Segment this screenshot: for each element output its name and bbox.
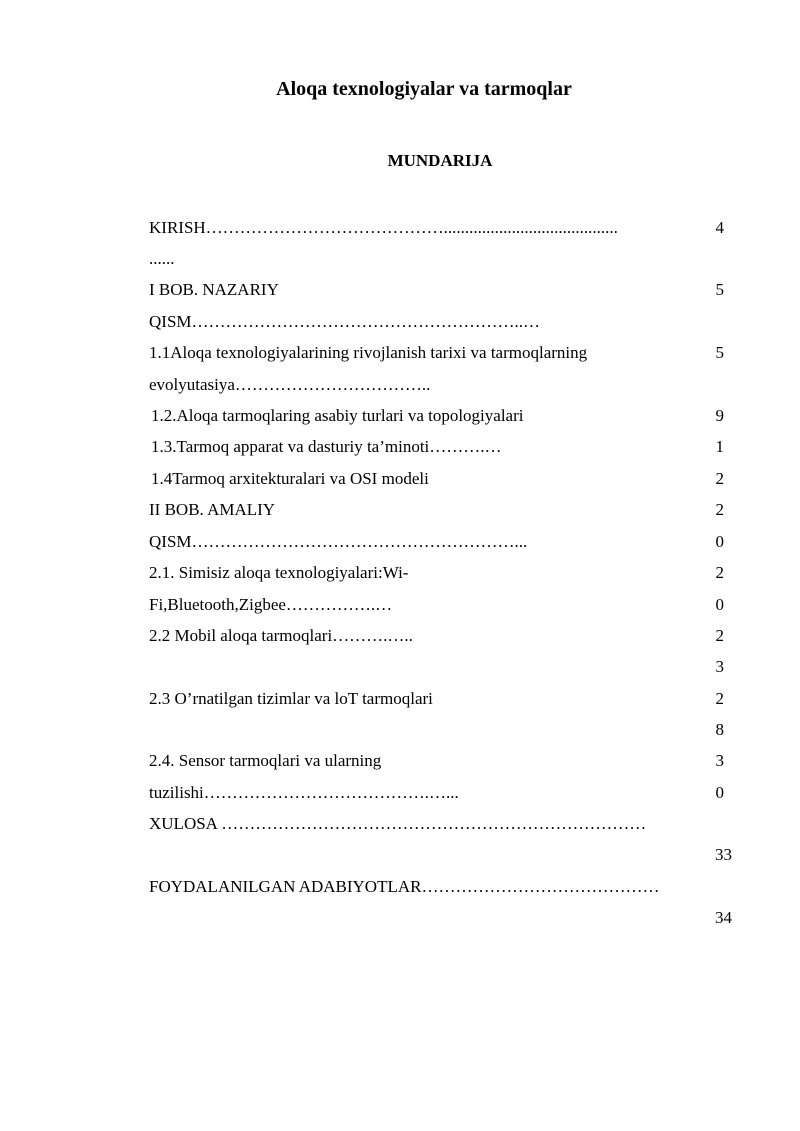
toc-entry-adabiyotlar-line1: FOYDALANILGAN ADABIYOTLAR…………………………………… bbox=[149, 877, 660, 896]
toc-entry-bob1-line1: I BOB. NAZARIY bbox=[149, 280, 279, 299]
toc-entry-1-4-page: 2 bbox=[715, 469, 724, 488]
toc-entry-2-1-line2: Fi,Bluetooth,Zigbee…………….… bbox=[149, 595, 393, 614]
toc-entry-2-4-page-line2: 0 bbox=[715, 783, 724, 802]
toc-entry-kirish-line2: ...... bbox=[149, 249, 175, 268]
toc-entry-bob2-page-line1: 2 bbox=[715, 500, 724, 519]
toc-entry-1-1-page: 5 bbox=[715, 343, 724, 362]
toc-entry-xulosa-line1: XULOSA ………………………………………………………………… bbox=[149, 814, 647, 833]
toc-entry-xulosa-page: 33 bbox=[715, 845, 732, 864]
toc-entry-1-1-line2: evolyutasiya…………………………….. bbox=[149, 375, 431, 394]
toc-entry-2-3-page-line1: 2 bbox=[715, 689, 724, 708]
toc-entry-1-2-line1: 1.2.Aloqa tarmoqlaring asabiy turlari va topologiyalari bbox=[151, 406, 524, 425]
toc-entry-2-1-page-line1: 2 bbox=[715, 563, 724, 582]
toc-entry-kirish-page: 4 bbox=[715, 218, 724, 237]
toc-entry-bob1-line2: QISM…………………………………………………..… bbox=[149, 312, 541, 331]
toc-entry-2-1-page-line2: 0 bbox=[715, 595, 724, 614]
document-title: Aloqa texnologiyalar va tarmoqlar bbox=[276, 78, 572, 100]
toc-entry-bob1-page: 5 bbox=[715, 280, 724, 299]
toc-entry-2-4-line1: 2.4. Sensor tarmoqlari va ularning bbox=[149, 751, 382, 770]
toc-entry-1-3-line1: 1.3.Tarmoq apparat va dasturiy ta’minoti……….… bbox=[151, 437, 502, 456]
toc-entry-bob2-line1: II BOB. AMALIY bbox=[149, 500, 276, 519]
toc-entry-1-4-line1: 1.4Tarmoq arxitekturalari va OSI modeli bbox=[151, 469, 429, 488]
toc-entry-1-2-page: 9 bbox=[715, 406, 724, 425]
toc-entry-2-3-line1: 2.3 O’rnatilgan tizimlar va loT tarmoqlari bbox=[149, 689, 433, 708]
toc-entry-1-1-line1: 1.1Aloqa texnologiyalarining rivojlanish tarixi va tarmoqlarning bbox=[149, 343, 588, 362]
toc-entry-2-2-page-line2: 3 bbox=[715, 657, 724, 676]
toc-entry-bob2-page-line2: 0 bbox=[715, 532, 724, 551]
toc-entry-bob2-line2: QISM…………………………………………………... bbox=[149, 532, 528, 551]
toc-entry-2-2-line1: 2.2 Mobil aloqa tarmoqlari……….….. bbox=[149, 626, 413, 645]
toc-entry-kirish-line1: KIRISH……………………………………......................................... bbox=[149, 218, 618, 237]
toc-entry-2-4-page-line1: 3 bbox=[715, 751, 724, 770]
toc-heading: MUNDARIJA bbox=[387, 151, 493, 170]
toc-entry-2-4-line2: tuzilishi………………………………….…... bbox=[149, 783, 459, 802]
toc-entry-2-3-page-line2: 8 bbox=[715, 720, 724, 739]
toc-entry-1-3-page: 1 bbox=[715, 437, 724, 456]
toc-entry-2-2-page-line1: 2 bbox=[715, 626, 724, 645]
toc-entry-adabiyotlar-page: 34 bbox=[715, 908, 732, 927]
toc-entry-2-1-line1: 2.1. Simisiz aloqa texnologiyalari:Wi- bbox=[149, 563, 409, 582]
